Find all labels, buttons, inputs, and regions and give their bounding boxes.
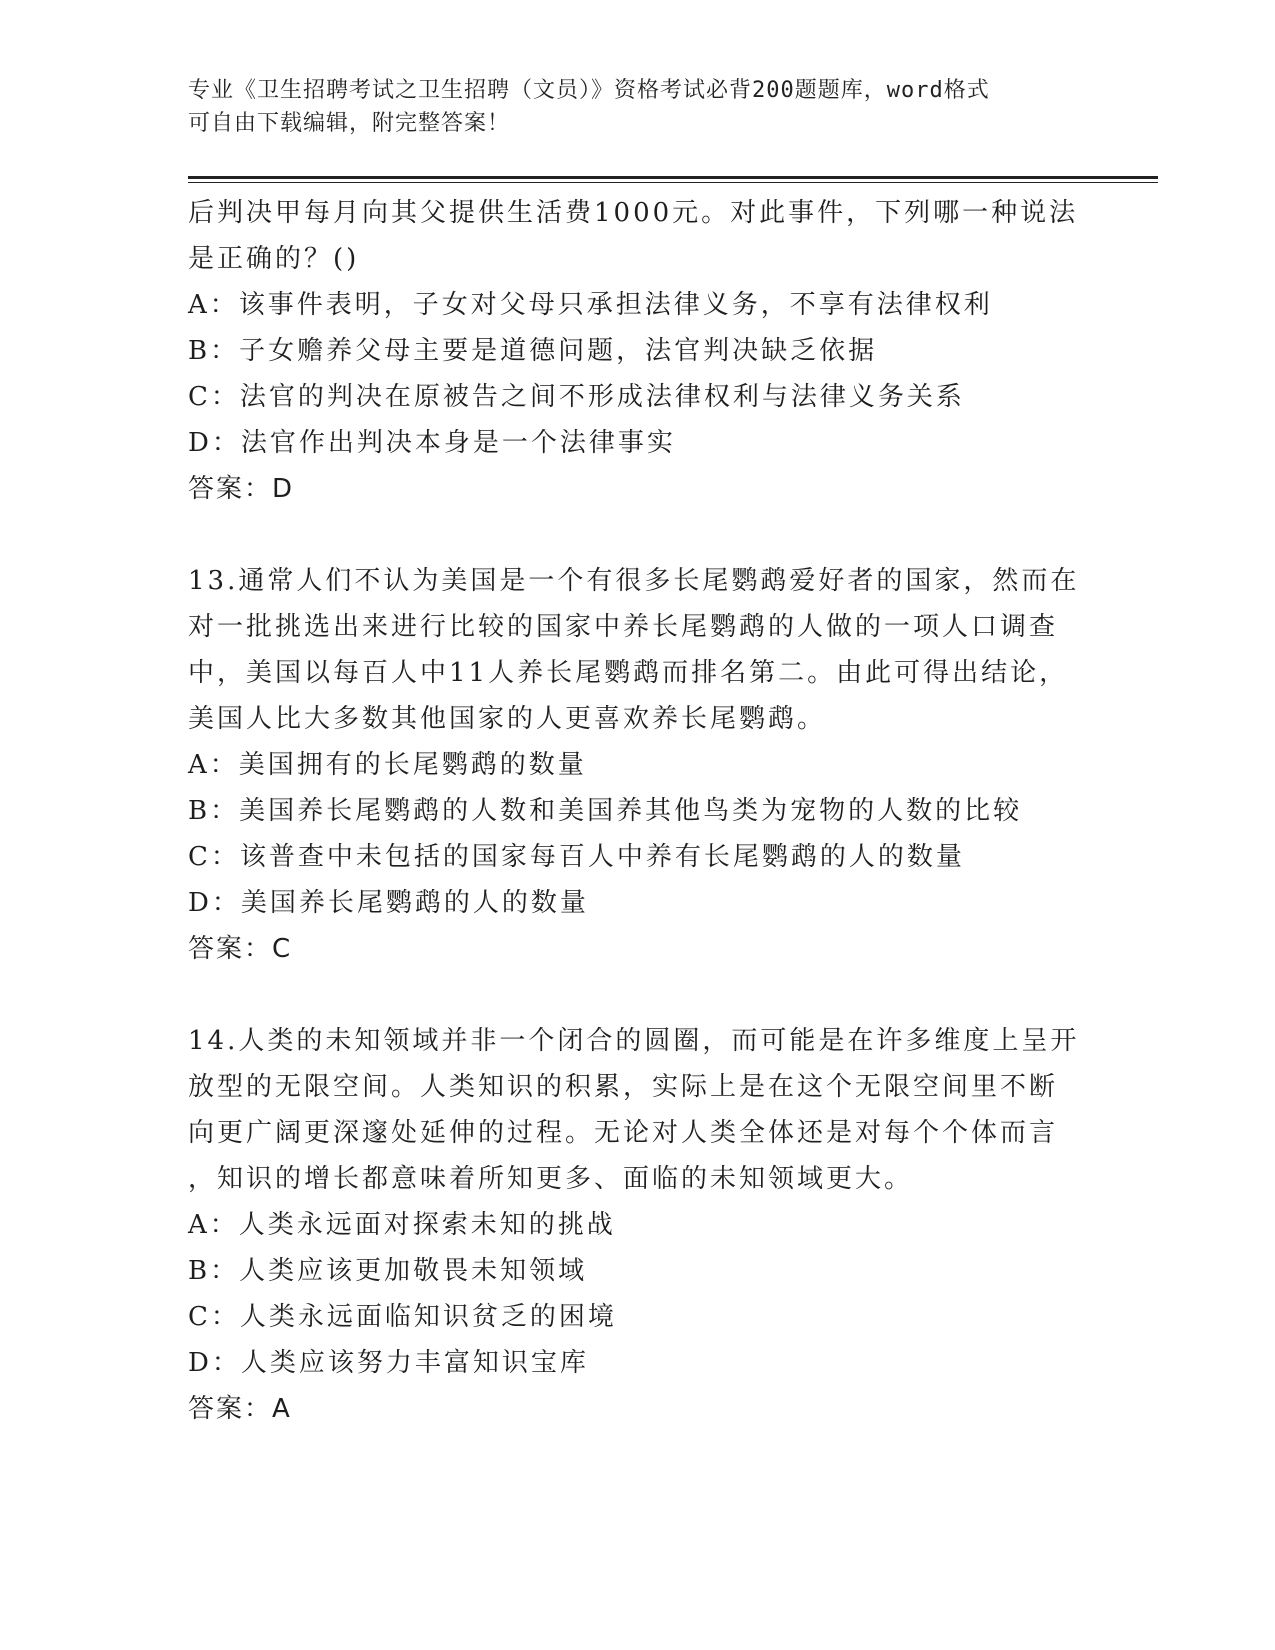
question-stem-line: 中，美国以每百人中11人养长尾鹦鹉而排名第二。由此可得出结论， (188, 658, 1069, 688)
option-a: A：人类永远面对探索未知的挑战 (188, 1210, 616, 1240)
question-stem-line: 13.通常人们不认为美国是一个有很多长尾鹦鹉爱好者的国家，然而在 (188, 566, 1080, 596)
option-b: B：人类应该更加敬畏未知领域 (188, 1256, 588, 1286)
header-divider-thick (188, 176, 1158, 179)
option-d: D：人类应该努力丰富知识宝库 (188, 1348, 589, 1378)
question-stem-line: 14.人类的未知领域并非一个闭合的圆圈，而可能是在许多维度上呈开 (188, 1026, 1080, 1056)
question-12 (188, 190, 1088, 512)
option-a: A：该事件表明，子女对父母只承担法律义务，不享有法律权利 (188, 290, 993, 320)
question-stem-line: 是正确的？() (188, 244, 360, 274)
option-c: C：人类永远面临知识贫乏的困境 (188, 1302, 617, 1332)
header-title-line-2: 可自由下载编辑，附完整答案！ (188, 111, 511, 136)
answer-line: 答案：A (188, 1394, 292, 1424)
question-13 (188, 558, 1088, 972)
answer-line: 答案：C (188, 934, 293, 964)
question-stem-line: ，知识的增长都意味着所知更多、面临的未知领域更大。 (188, 1164, 914, 1194)
option-a: A：美国拥有的长尾鹦鹉的数量 (188, 750, 587, 780)
header-title-line-1: 专业《卫生招聘考试之卫生招聘（文员）》资格考试必背200题题库，word格式 (188, 78, 990, 103)
option-b: B：美国养长尾鹦鹉的人数和美国养其他鸟类为宠物的人数的比较 (188, 796, 1023, 826)
option-d: D：法官作出判决本身是一个法律事实 (188, 428, 676, 458)
option-c: C：该普查中未包括的国家每百人中养有长尾鹦鹉的人的数量 (188, 842, 965, 872)
option-c: C：法官的判决在原被告之间不形成法律权利与法律义务关系 (188, 382, 965, 412)
question-stem-line: 向更广阔更深邃处延伸的过程。无论对人类全体还是对每个个体而言 (188, 1118, 1059, 1148)
question-list (188, 190, 1088, 1432)
answer-line: 答案：D (188, 474, 295, 504)
option-b: B：子女赡养父母主要是道德问题，法官判决缺乏依据 (188, 336, 878, 366)
question-spacer (188, 972, 1088, 1018)
question-stem-line: 对一批挑选出来进行比较的国家中养长尾鹦鹉的人做的一项人口调查 (188, 612, 1059, 642)
question-14 (188, 1018, 1088, 1432)
question-stem-line: 后判决甲每月向其父提供生活费1000元。对此事件，下列哪一种说法 (188, 198, 1079, 228)
document-header (188, 74, 1088, 140)
question-stem-line: 放型的无限空间。人类知识的积累，实际上是在这个无限空间里不断 (188, 1072, 1059, 1102)
header-divider-thin (188, 182, 1158, 183)
option-d: D：美国养长尾鹦鹉的人的数量 (188, 888, 589, 918)
question-spacer (188, 512, 1088, 558)
question-stem-line: 美国人比大多数其他国家的人更喜欢养长尾鹦鹉。 (188, 704, 827, 734)
